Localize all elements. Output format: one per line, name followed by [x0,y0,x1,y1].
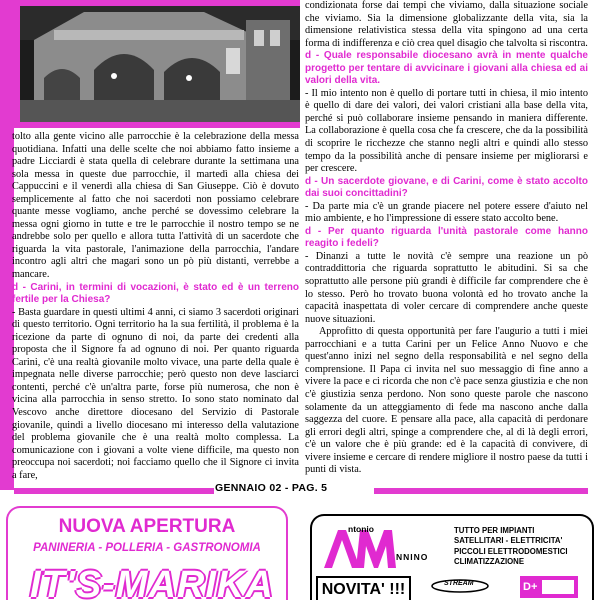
service-line: PICCOLI ELETTRODOMESTICI [454,546,568,556]
left-paragraph: tolto alla gente vicino alle parrocchie è la celebrazione della messa quotidiana. Infatti una delle scelte che noi abbiamo fatto insieme a padre Licciardi è stata quella di celebrare durante la settimana una sola messa in queste due parrocchie, il martedì alla chiesa dei Cappuccini e il venerdì alla chiesa di San Giuseppe. Ciò è dovuto semplicemente al fatto che noi sacerdoti non possiamo celebrare quante messe vogliamo, anche perché se dovessimo celebrare la messa ogni giorno in tutte e tre le parrocchie il nostro tempo se ne andrebbe solo per quello e allora tutta l'attività di un sacerdote che riguarda la vita pastorale, l'animazione della parrocchia, l'andare incontro agli altri che magari sono un pò più distanti, verrebbe a mancare. [12,131,299,281]
interview-question: d - Quale responsabile diocesano avrà in mente qualche progetto per tentare di avvicinare i giovani alla chiesa ed ai valori della vita. [305,50,588,87]
ad-shop-name: IT'S-MARIKA [30,564,274,600]
interview-question: d - Per quanto riguarda l'unità pastorale come hanno reagito i fedeli? [305,225,588,250]
novita-badge: NOVITA' !!! [316,576,411,600]
logo-text-top: ntonio [348,524,374,534]
right-column [305,0,588,477]
ad-subtitle: PANINERIA - POLLERIA - GASTRONOMIA [33,542,261,554]
service-line: SATELLITARI - ELETTRICITA' [454,536,563,546]
brand-logos [420,574,590,600]
interview-question: d - Un sacerdote giovane, e di Carini, come è stato accolto dai suoi concittadini? [305,175,588,200]
annino-logo [320,524,435,572]
footer-band-right [374,488,588,494]
right-text-block: - Dinanzi a tutte le novità c'è sempre una reazione un pò contraddittoria che riguarda soprattutto le abitudini. Si sa che soprattutto alle persone più grandi è difficile far comprendere che è lo stesso. Però ho trovato buona volontà ed ho trovato anche la capacità inaspettata di voler cercare di comprendere anche queste nuove situazioni. [305,250,588,325]
ad-services-list [454,526,590,568]
right-text-block: condizionata forse dai tempi che viviamo, dalla situazione sociale che viviamo. Sia la dimensione globalizzante della vita, sia la dimensione relativistica stessa della vita spingono ad una certa forma di indifferenza e ciò crea quel disagio che talvolta si riscontra. [305,0,588,49]
brand-logos-icon [420,574,590,600]
church-night-image [14,0,300,122]
church-photo [14,0,300,122]
am-logo-icon [320,524,435,572]
service-line: CLIMATIZZAZIONE [454,557,525,567]
right-text-block: - Da parte mia c'è un grande piacere nel potere essere d'aiuto nel mio ambiente, e ho l'impressione di essere stato accolto bene. [305,200,588,225]
interview-question: d - Carini, in termini di vocazioni, è stato ed è un terreno fertile per la Chiesa? [12,281,299,306]
photo-border [14,122,300,128]
ad-title: NUOVA APERTURA [58,516,236,537]
brand-stream: STREAM [444,580,474,587]
page-footer-label: GENNAIO 02 - PAG. 5 [215,482,328,494]
service-line: TUTTO PER IMPIANTI [454,526,535,535]
ad-antonio-annino [310,514,594,600]
left-column [12,131,299,482]
right-text-block: Approfitto di questa opportunità per fare l'augurio a tutti i miei parrocchiani e a tutta Carini per un Felice Anno Nuovo e che quest'anno inizi nel segno della responsabilità e nel segno della comprensione. Il Papa ci invita nel suo messaggio di fine anno a vivere la pace e ci ricorda che non c'è pace senza giustizia e che non c'è giustizia senza perdono. Non sono queste parole che nascono solamente da un atteggiamento di fede ma nascono anche dalla saggezza del cuore. E pensare alla pace, alla capacità di perdonare gli errori degli altri, spinge a comprendere che, al di là degli errori, c'è un valore che è più grande: ed è la capacità di convivere, di vivere insieme e cercare di rendere migliore il nostro paese da tutti i punti di vista. [305,326,588,476]
ad-its-marika [6,506,288,600]
right-text-block: - Il mio intento non è quello di portare tutti in chiesa, il mio intento è quello di dare dei valori, dei valori cristiani alla base della vita, perché si può collaborare insieme pensando in maniera differente. La collaborazione è quella cosa che fa crescere, che da la possibilità di scoprire le ricchezze che stanno negli altri e quindi allo stesso tempo da la possibilità anche di pensare insieme per migliorarsi e per crescere. [305,87,588,175]
brand-dplus: D+ [523,581,538,593]
footer-band-left [14,488,214,494]
logo-text-bottom: NNINO [396,552,429,562]
interview-answer: - Basta guardare in questi ultimi 4 anni, ci siamo 3 sacerdoti originari di questo territorio. Ogni territorio ha la sua fertilità, il problema è la ricezione da parte di ognuno di noi, da parte dei credenti alla proposta che il Signore fa ad ognuno di noi. Per quanto riguarda Carini, c'è una realtà giovanile molto vivace, una parte della quale è impegnata nelle diverse parrocchie; però questo non deve lasciarci contenti, perché c'è un'altra parte, forse più numerosa, che non è vicina alla parrocchia in senso stretto. Io sono stato nominato dal Vescovo anche direttore diocesano del Servizio di Pastorale giovanile, quindi a livello diocesano mi interesso della valutazione del problema giovanile che è una realtà molto complessa. La comunicazione con i giovani a volte viene difficile, ma questo non preoccupa noi sacerdoti; noi facciamo quello che il Signore ci invita a fare, [12,306,299,481]
